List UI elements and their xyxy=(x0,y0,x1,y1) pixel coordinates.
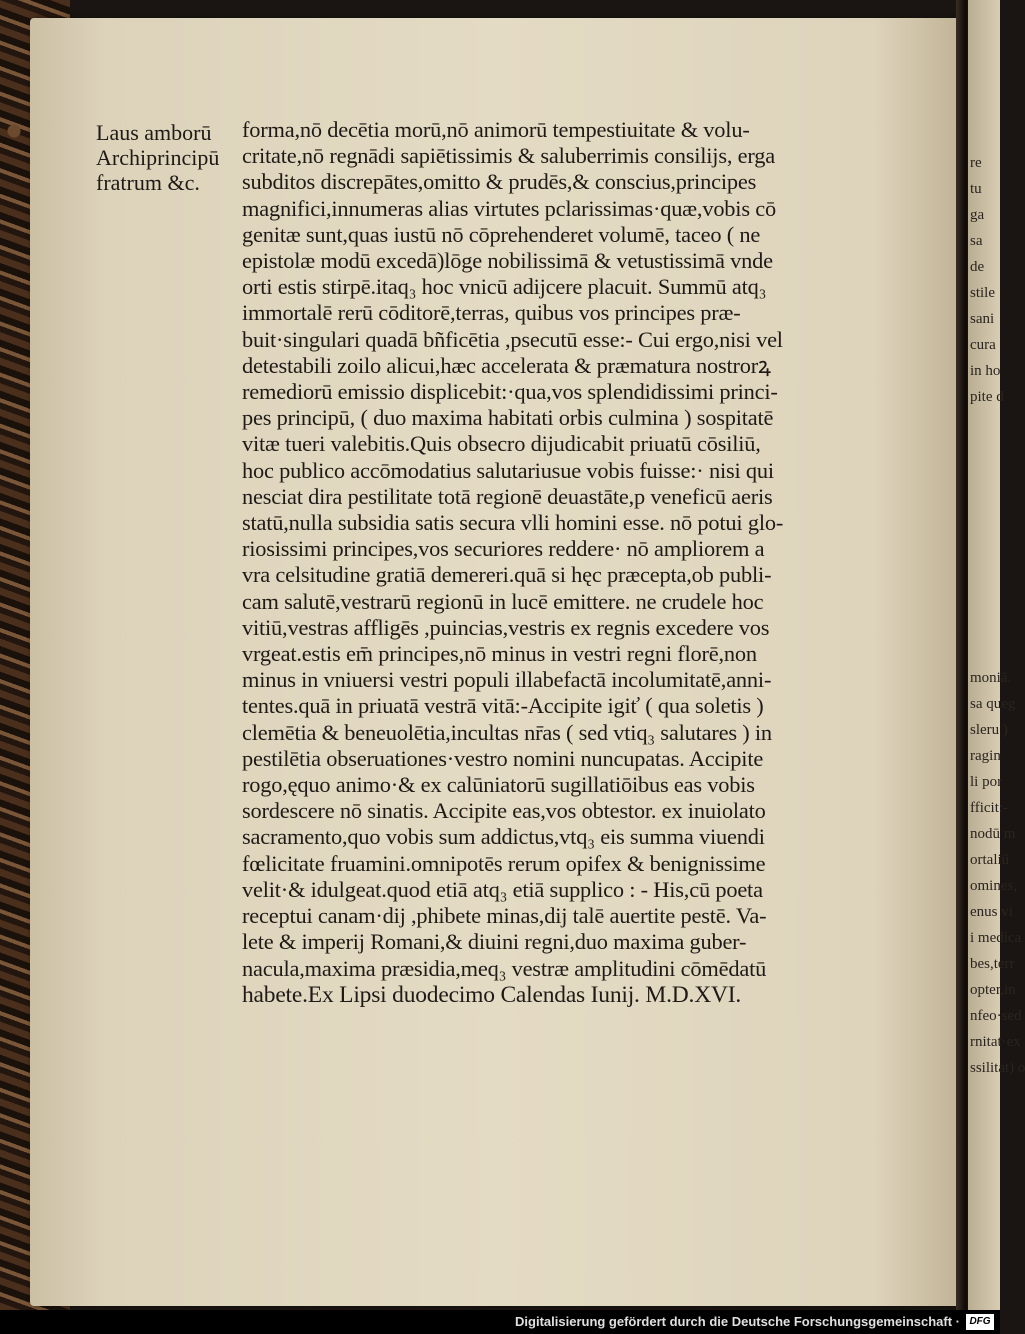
facing-page-fragment: bes,terr xyxy=(970,956,1015,972)
body-text xyxy=(242,117,882,1008)
facing-page-fragment: tu xyxy=(970,181,982,197)
facing-page-fragment: moniā. xyxy=(970,670,1012,686)
text-line: habete.Ex Lipsi duodecimo Calendas Iunij. M.D.XVI. xyxy=(242,981,742,1008)
text-line: sordescere nō sinatis. Accipite eas,vos obtestor. ex inuiolato xyxy=(242,798,766,824)
text-line: genitæ sunt,quas iustū nō cōprehenderet volumē, taceo ( ne xyxy=(242,221,761,247)
text-line: tentes.quā in priuatā vestrā vitā:-Accipite igiť ( qua soletis ) xyxy=(242,693,764,719)
text-line: remediorū emissio displicebit:·qua,vos splendidissimi princi- xyxy=(242,379,778,405)
text-line: cam salutē,vestrarū regionū in lucē emittere. ne crudele hoc xyxy=(242,588,764,614)
text-line: epistolæ modū excedā)lōge nobilissimā & vetustissimā vnde xyxy=(242,248,773,274)
facing-page-fragment: ragin xyxy=(970,748,1001,764)
facing-page-fragment: ortaliū xyxy=(970,852,1010,868)
facing-page-fragment: pite d xyxy=(970,389,1004,405)
text-line: sacramento,quo vobis sum addictus,vtq₃ eis summa viuendi xyxy=(242,824,765,850)
text-line: detestabili zoilo alicui,hæc accelerata & præmatura nostrorꝝ xyxy=(242,352,771,378)
text-line: statū,nulla subsidia satis secura vlli homini esse. nō potui glo- xyxy=(242,510,784,536)
marginal-note-line: Laus amborū xyxy=(96,120,212,145)
facing-page-fragment: opter,in xyxy=(970,982,1016,998)
facing-page-fragment: rnitat·ex xyxy=(970,1034,1021,1050)
text-line: minus in vniuersi vestri populi illabefactā incolumitatē,anni- xyxy=(242,667,772,693)
text-line: critate,nō regnādi sapiētissimis & saluberrimis consilijs, erga xyxy=(242,143,775,169)
text-line: fœlicitate fruamini.omnipotēs rerum opifex & benignissime xyxy=(242,850,766,876)
text-line: forma,nō decētia morū,nō animorū tempestiuitate & volu- xyxy=(242,117,750,142)
facing-page-fragment: de xyxy=(970,259,985,275)
marginal-note xyxy=(96,120,256,195)
text-line: lete & imperij Romani,& diuini regni,duo maxima guber- xyxy=(242,929,747,955)
text-line: hoc publico accōmodatius salutariusue vobis fuisse:· nisi qui xyxy=(242,457,774,483)
text-line: subditos discrepātes,omitto & prudēs,& conscius,principes xyxy=(242,169,757,195)
marginal-note-line: Archiprincipū xyxy=(96,145,220,170)
text-line: immortalē rerū cōditorē,terras, quibus vos principes præ- xyxy=(242,300,741,326)
facing-page-fragment: cura xyxy=(970,337,996,353)
facing-page-fragment: i medica xyxy=(970,930,1022,946)
text-line: pestilētia obseruationes·vestro nomini nuncupatas. Accipite xyxy=(242,745,764,771)
dfg-logo: DFG xyxy=(966,1314,994,1330)
marginal-note-line: fratrum &c. xyxy=(96,170,200,195)
text-line: vitæ tueri valebitis.Quis obsecro dijudicabit priuatū cōsiliū, xyxy=(242,431,761,457)
facing-page-fragment: fficit:- xyxy=(970,800,1009,816)
text-line: vra celsitudine gratiā demereri.quā si hęc præcepta,ob publi- xyxy=(242,562,772,588)
text-line: clemētia & beneuolētia,incultas nr̄as ( sed vtiq₃ salutares ) in xyxy=(242,719,772,745)
facing-page-fragment: sleru ) xyxy=(970,722,1008,738)
text-line: orti estis stirpē.itaq₃ hoc vnicū adijcere placuit. Summū atq₃ xyxy=(242,274,767,300)
facing-page-fragment: nodū m xyxy=(970,826,1016,842)
facing-page-fragment: ssilitat) o xyxy=(970,1060,1025,1076)
facing-page-fragment: nfeo·sed xyxy=(970,1008,1022,1024)
footer-credit: Digitalisierung gefördert durch die Deutsche Forschungsgemeinschaft · xyxy=(515,1314,960,1329)
facing-page-fragment: sani xyxy=(970,311,995,327)
text-line: nesciat dira pestilitate totā regionē deuastāte,p veneficū aeris xyxy=(242,483,773,509)
text-line: vitiū,vestras affligēs ,puincias,vestris ex regnis excedere vos xyxy=(242,614,770,640)
text-line: magnifici,innumeras alias virtutes pclarissimas·quæ,vobis cō xyxy=(242,195,776,221)
facing-page-fragment: enus vi xyxy=(970,904,1013,920)
text-line: pes principū, ( duo maxima habitati orbis culmina ) sospitatē xyxy=(242,405,774,431)
facing-page-fragment: re xyxy=(970,155,982,171)
facing-page-fragment: ga xyxy=(970,207,985,223)
text-line: nacula,maxima præsidia,meq₃ vestræ amplitudini cōmēdatū xyxy=(242,955,767,981)
facing-page-fragment: in ho xyxy=(970,363,1001,379)
text-line: buit·singulari quadā bñficētia ,psecutū esse:- Cui ergo,nisi vel xyxy=(242,326,783,352)
facing-page-fragment: omines, xyxy=(970,878,1018,894)
text-line: receptui canam·dij ,phibete minas,dij talē auertite pestē. Va- xyxy=(242,903,767,929)
text-line: velit·& idulgeat.quod etiā atq₃ etiā supplico : - His,cū poeta xyxy=(242,876,763,902)
footer-bar xyxy=(0,1310,1000,1334)
facing-page-fragment: sa queg xyxy=(970,696,1016,712)
text-line: rogo,ęquo animo·& ex calūniatorū sugillatiōibus eas vobis xyxy=(242,772,755,798)
text-line: riosissimi principes,vos securiores reddere· nō ampliorem a xyxy=(242,536,765,562)
facing-page-fragment: stile xyxy=(970,285,995,301)
facing-page-edge xyxy=(968,0,1025,1310)
facing-page-fragment: sa xyxy=(970,233,983,249)
facing-page-fragment: li por xyxy=(970,774,1003,790)
text-line: vrgeat.estis em̄ principes,nō minus in vestri regni florē,non xyxy=(242,641,757,667)
